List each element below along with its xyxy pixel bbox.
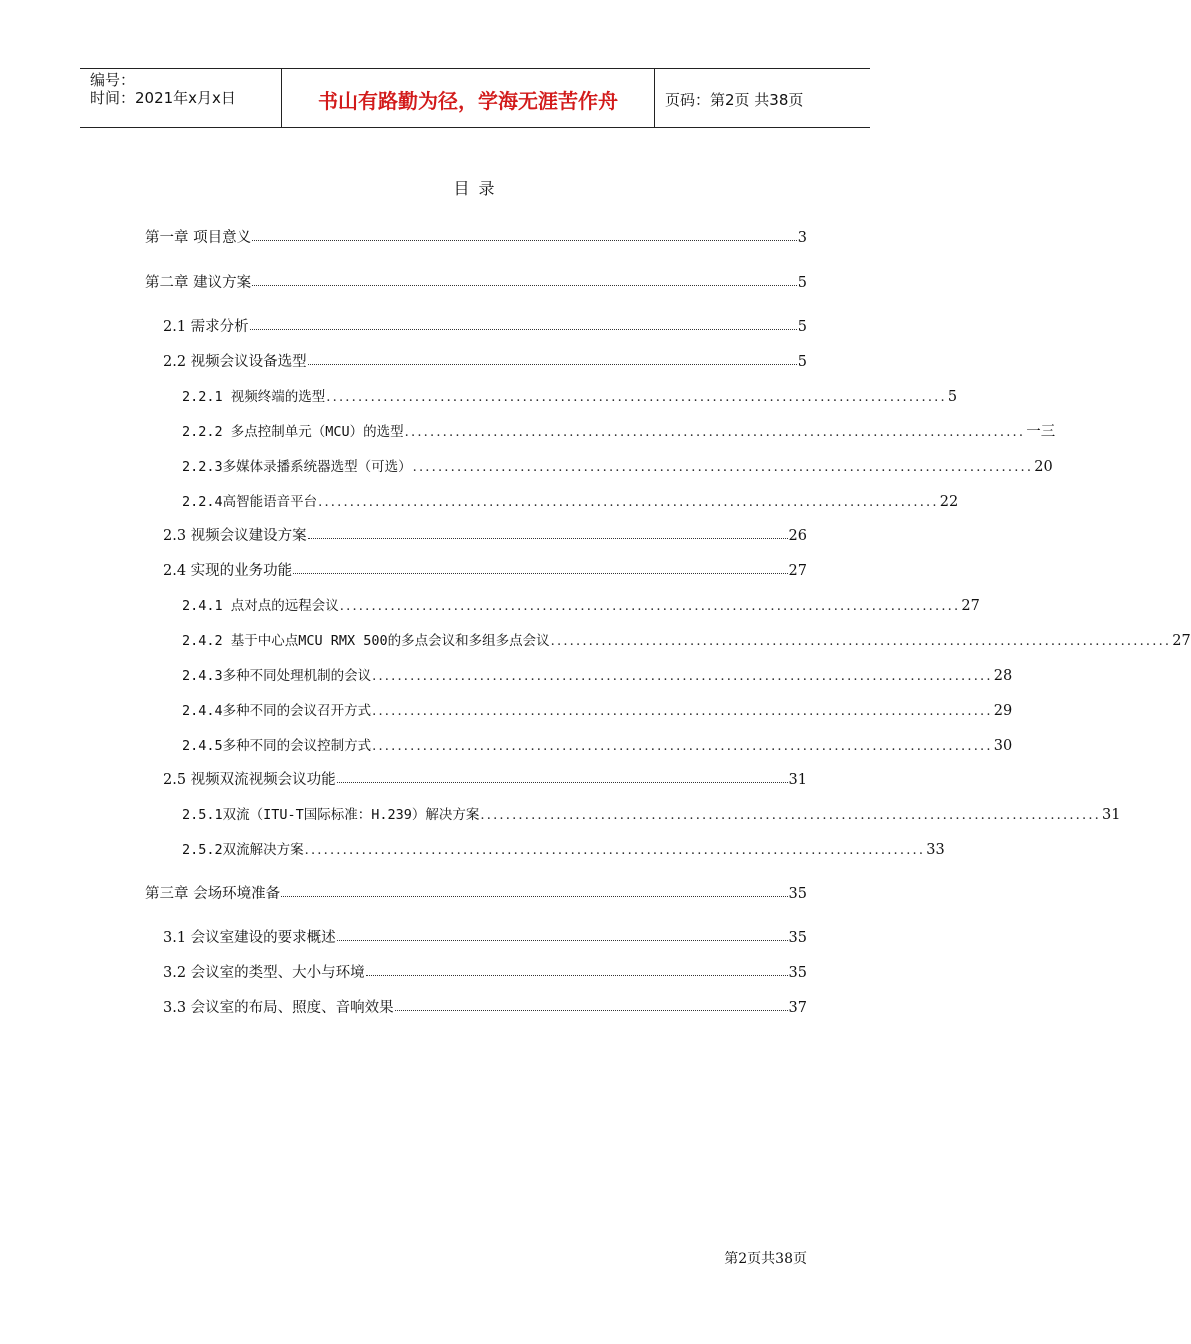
toc-entry[interactable]	[182, 456, 1053, 478]
toc-entry[interactable]	[182, 421, 1056, 443]
toc-entry-page: 37	[788, 1000, 807, 1016]
toc-entry-page: 5	[947, 389, 958, 405]
toc-entry-label: 2.5.1双流（ITU-T国际标准：H.239）解决方案	[182, 807, 480, 823]
toc-leader	[252, 240, 797, 241]
toc-title: 目 录	[453, 179, 497, 198]
toc-entry-page: 5	[797, 354, 807, 370]
toc-entry-label: 2.4.1 点对点的远程会议	[182, 598, 339, 614]
toc-leader: ..................................................................................................	[339, 599, 961, 614]
toc-entry-label: 2.1 需求分析	[163, 319, 249, 335]
toc-entry-page: 33	[926, 842, 945, 858]
toc-entry-page: 22	[939, 494, 959, 510]
toc-entry-label: 3.1 会议室建设的要求概述	[163, 930, 336, 946]
toc-entry-label: 2.4 实现的业务功能	[163, 563, 293, 579]
header-page-info: 页码：第2页 共38页	[665, 90, 804, 109]
number-label: 编号：	[90, 71, 136, 89]
toc-entry-page: 35	[788, 886, 807, 902]
toc-entry-page: 35	[788, 965, 807, 981]
toc-entry[interactable]	[182, 630, 1191, 652]
toc-leader: ..................................................................................................	[318, 495, 939, 510]
toc-entry-page: 31	[788, 772, 807, 788]
toc-leader	[337, 940, 788, 941]
toc-entry-page: 26	[788, 528, 807, 544]
toc-entry[interactable]	[163, 769, 807, 791]
toc-entry-label: 第一章 项目意义	[145, 230, 252, 246]
toc-leader: ..................................................................................................	[372, 669, 993, 684]
toc-entry-page: 35	[788, 930, 807, 946]
toc-entry-page: 27	[1172, 633, 1191, 649]
toc-leader	[308, 364, 797, 365]
toc-entry[interactable]	[182, 735, 1013, 757]
toc-leader: ..................................................................................................	[480, 808, 1101, 823]
toc-entry[interactable]	[163, 997, 807, 1019]
toc-leader: ..................................................................................................	[372, 704, 993, 719]
toc-entry-label: 2.4.3多种不同处理机制的会议	[182, 668, 372, 684]
toc-entry-label: 第三章 会场环境准备	[145, 886, 281, 902]
toc-leader	[281, 896, 787, 897]
toc-leader	[337, 782, 788, 783]
toc-entry[interactable]	[163, 927, 807, 949]
toc-entry-page: 29	[993, 703, 1013, 719]
header-meta	[80, 69, 282, 127]
toc-leader	[252, 285, 797, 286]
toc-entry[interactable]	[182, 839, 945, 861]
toc-entry[interactable]	[182, 595, 980, 617]
toc-entry[interactable]	[163, 351, 807, 373]
toc-entry-label: 3.2 会议室的类型、大小与环境	[163, 965, 365, 981]
toc-entry[interactable]	[182, 804, 1121, 826]
toc-entry[interactable]	[182, 491, 959, 513]
toc-entry-page: 一三	[1026, 424, 1056, 440]
toc-entry-label: 第二章 建议方案	[145, 275, 252, 291]
page-header	[80, 68, 870, 128]
toc-entry-label: 2.2 视频会议设备选型	[163, 354, 307, 370]
toc-entry[interactable]	[182, 386, 958, 408]
toc-entry[interactable]	[182, 665, 1013, 687]
header-motto: 书山有路勤为径，学海无涯苦作舟	[282, 69, 655, 127]
toc-entry-label: 2.5 视频双流视频会议功能	[163, 772, 336, 788]
toc-entry[interactable]	[145, 227, 807, 249]
toc-entry-label: 2.2.2 多点控制单元（MCU）的选型	[182, 424, 404, 440]
toc-entry-label: 3.3 会议室的布局、照度、音响效果	[163, 1000, 394, 1016]
toc-entry-page: 30	[993, 738, 1013, 754]
toc-entry[interactable]	[182, 700, 1013, 722]
toc-entry-page: 20	[1034, 459, 1053, 475]
toc-entry[interactable]	[163, 525, 807, 547]
toc-entry[interactable]	[163, 560, 807, 582]
toc-entry-page: 5	[797, 275, 807, 291]
toc-entry-label: 2.2.3多媒体录播系统器选型（可选）	[182, 459, 412, 475]
toc-leader: ..................................................................................................	[404, 425, 1026, 440]
toc-entry-page: 31	[1102, 807, 1121, 823]
time-label: 时间：2021年x月x日	[90, 89, 236, 107]
toc-leader	[395, 1010, 788, 1011]
toc-entry-label: 2.2.1 视频终端的选型	[182, 389, 326, 405]
toc-entry-label: 2.4.4多种不同的会议召开方式	[182, 703, 372, 719]
page-footer: 第2页共38页	[724, 1251, 807, 1267]
toc-entry-page: 27	[788, 563, 807, 579]
toc-entry-label: 2.4.2 基于中心点MCU RMX 500的多点会议和多组多点会议	[182, 633, 550, 649]
toc-entry[interactable]	[145, 883, 807, 905]
toc-leader	[293, 573, 787, 574]
toc-leader	[250, 329, 797, 330]
toc-entry-page: 3	[797, 230, 807, 246]
toc-entry[interactable]	[145, 272, 807, 294]
toc-leader: ..................................................................................................	[550, 634, 1172, 649]
toc-leader	[308, 538, 788, 539]
toc-entry-label: 2.3 视频会议建设方案	[163, 528, 307, 544]
toc-entry-label: 2.2.4高智能语音平台	[182, 494, 318, 510]
toc-entry[interactable]	[163, 962, 807, 984]
toc-leader: ..................................................................................................	[326, 390, 947, 405]
toc-entry-page: 28	[993, 668, 1013, 684]
toc-entry-label: 2.5.2双流解决方案	[182, 842, 304, 858]
toc-leader: ..................................................................................................	[412, 460, 1034, 475]
toc-leader	[366, 975, 788, 976]
toc-entry-label: 2.4.5多种不同的会议控制方式	[182, 738, 372, 754]
toc-entry-page: 5	[797, 319, 807, 335]
toc-entry[interactable]	[163, 316, 807, 338]
toc-leader: ..................................................................................................	[304, 843, 926, 858]
toc-leader: ..................................................................................................	[372, 739, 993, 754]
toc-entry-page: 27	[961, 598, 980, 614]
